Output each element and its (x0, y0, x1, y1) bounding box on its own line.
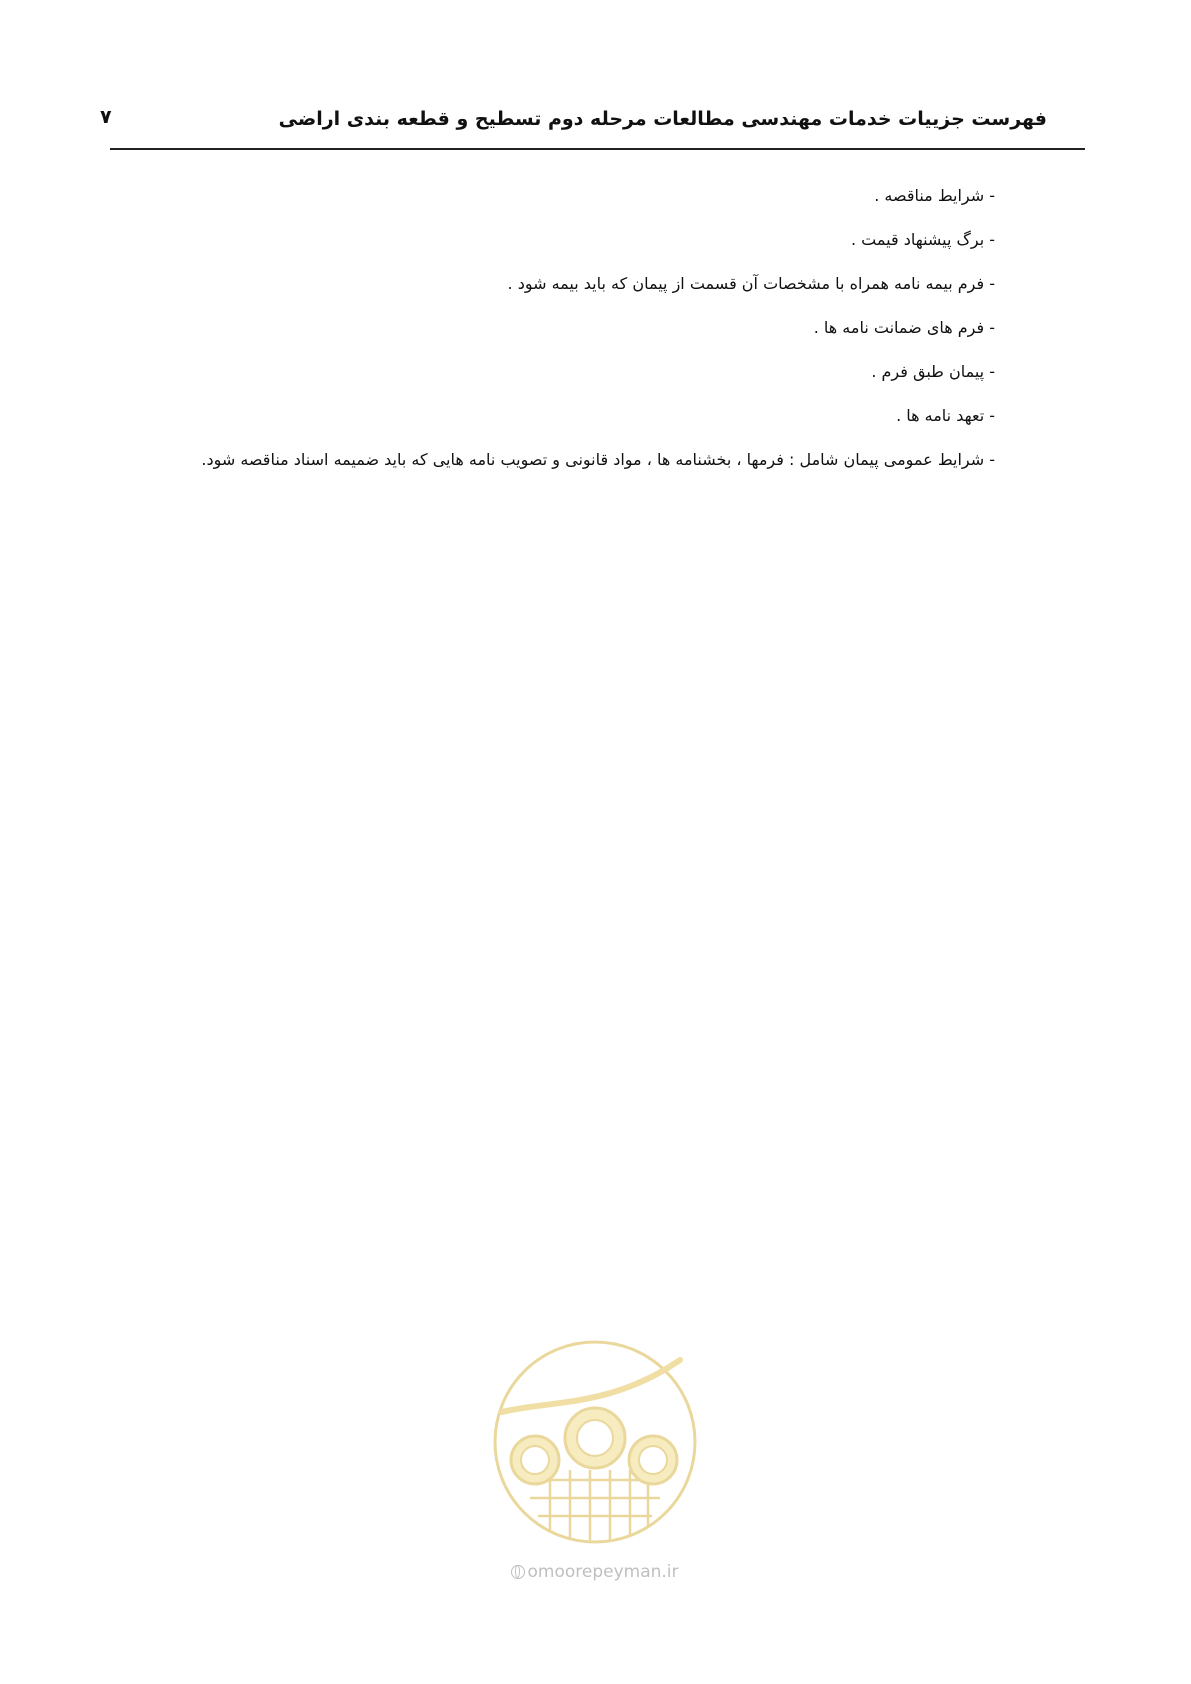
globe-icon (511, 1565, 525, 1579)
page-number: ۷ (100, 106, 112, 128)
logo-seal-icon (490, 1330, 700, 1558)
header-title: فهرست جزییات خدمات مهندسی مطالعات مرحله دوم تسطیح و قطعه بندی اراضی (278, 108, 1047, 130)
list-item: - برگ پیشنهاد قیمت . (851, 230, 995, 249)
watermark-site-text: omoorepeyman.ir (527, 1562, 679, 1582)
watermark-site (490, 1562, 700, 1582)
list-item: - پیمان طبق فرم . (871, 362, 995, 381)
list-item: - فرم بیمه نامه همراه با مشخصات آن قسمت از پیمان که باید بیمه شود . (507, 274, 995, 293)
list-item: - شرایط مناقصه . (874, 186, 995, 205)
page-header (100, 96, 1085, 150)
watermark-logo (490, 1330, 700, 1585)
list-item: - تعهد نامه ها . (896, 406, 995, 425)
list-item: - شرایط عمومی پیمان شامل : فرمها ، بخشنامه ها ، مواد قانونی و تصویب نامه هایی که باید ضمیمه اسناد مناقصه شود. (201, 450, 995, 469)
list-item: - فرم های ضمانت نامه ها . (813, 318, 995, 337)
document-body (135, 186, 995, 494)
requirements-list (135, 186, 995, 494)
